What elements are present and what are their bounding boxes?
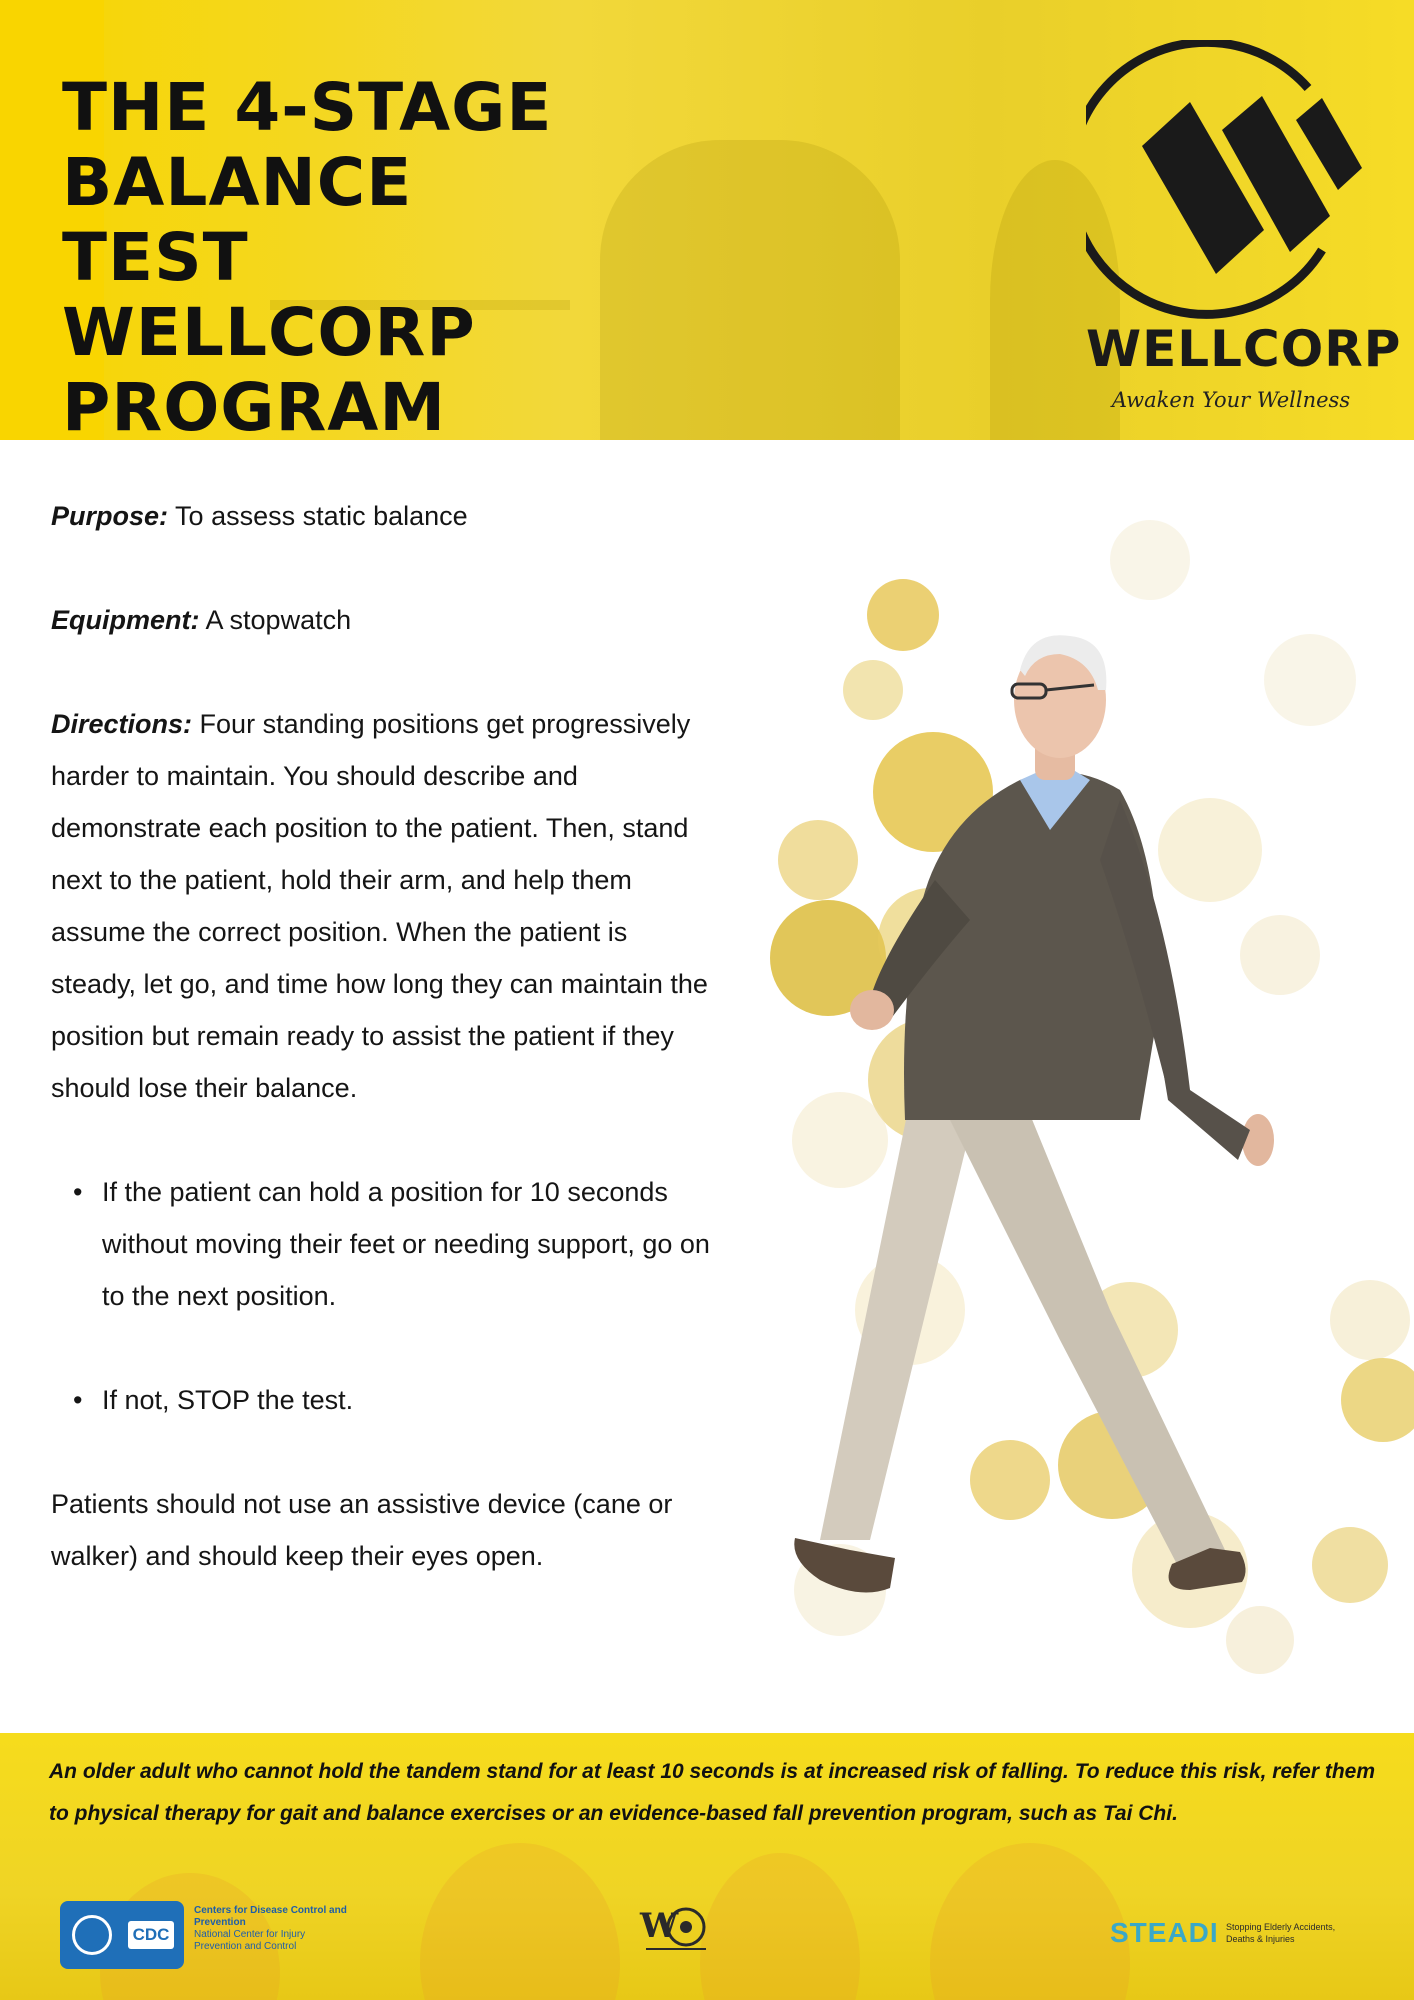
cdc-mark: CDC (128, 1921, 174, 1949)
main-content (51, 490, 711, 1582)
footer-background-photo (700, 1853, 860, 2000)
header-banner (0, 0, 1414, 440)
purpose-text: To assess static balance (175, 501, 468, 531)
instruction-list (51, 1166, 711, 1322)
purpose-paragraph (51, 490, 711, 542)
footer-background-photo (930, 1843, 1130, 2000)
list-item: • If not, STOP the test. (102, 1374, 711, 1426)
hhs-eagle-icon (72, 1915, 112, 1955)
cdc-name: Centers for Disease Control and Prevention (194, 1905, 347, 1928)
wellcorp-logo-icon (1086, 40, 1376, 320)
title-line-1: THE 4-STAGE (62, 69, 553, 146)
directions-paragraph (51, 698, 711, 1114)
title-line-2: BALANCE TEST (62, 144, 413, 296)
steadi-wordmark: STEADI (1110, 1917, 1219, 1948)
walking-man-image (690, 440, 1414, 1730)
page-title (62, 70, 622, 440)
purpose-label: Purpose: (51, 501, 169, 531)
logo-brand-name: WELLCORP (1086, 320, 1402, 378)
walking-man-illustration (690, 440, 1414, 1730)
equipment-label: Equipment: (51, 605, 200, 635)
header-background-photo (600, 140, 900, 440)
closing-paragraph: Patients should not use an assistive device (cane or walker) and should keep their eyes open. (51, 1489, 673, 1571)
directions-text: Four standing positions get progressively harder to maintain. You should describe and demonstrate each position to the patient. Then, stand next to the patient, hold their arm, and help them assume the correct position. When the patient is steady, let go, and time how long they can maintain the position but remain ready to assist the patient if they should lose their balance. (51, 709, 708, 1103)
directions-label: Directions: (51, 709, 193, 739)
equipment-paragraph (51, 594, 711, 646)
footer-background-photo (420, 1843, 620, 2000)
logo-tagline: Awaken Your Wellness (1111, 388, 1351, 412)
steadi-subtitle: Stopping Elderly Accidents, Deaths & Injuries (1226, 1922, 1336, 1944)
list-item: • If the patient can hold a position for 10 seconds without moving their feet or needing support, go on to the next position. (102, 1166, 711, 1322)
instruction-list-2 (51, 1374, 711, 1426)
footer-banner (0, 1733, 1414, 2000)
steadi-logo (1110, 1917, 1370, 1957)
equipment-text: A stopwatch (205, 605, 352, 635)
cdc-center-name: National Center for Injury Prevention and Control (194, 1929, 306, 1952)
cdc-logo (60, 1901, 360, 1971)
cdc-logo-box (60, 1901, 184, 1969)
wellcorp-monogram-icon (636, 1895, 716, 1965)
title-line-4: PROGRAM (62, 369, 447, 440)
svg-text:W: W (640, 1906, 679, 1946)
wellcorp-small-logo (636, 1895, 716, 1965)
wellcorp-logo (1086, 40, 1402, 420)
title-line-3: WELLCORP (62, 294, 476, 371)
fall-risk-note: An older adult who cannot hold the tandem stand for at least 10 seconds is at increased risk of falling. To reduce this risk, refer them to physical therapy for gait and balance exercises or an evidence-based fall prevention program, such as Tai Chi. (49, 1760, 1376, 1825)
